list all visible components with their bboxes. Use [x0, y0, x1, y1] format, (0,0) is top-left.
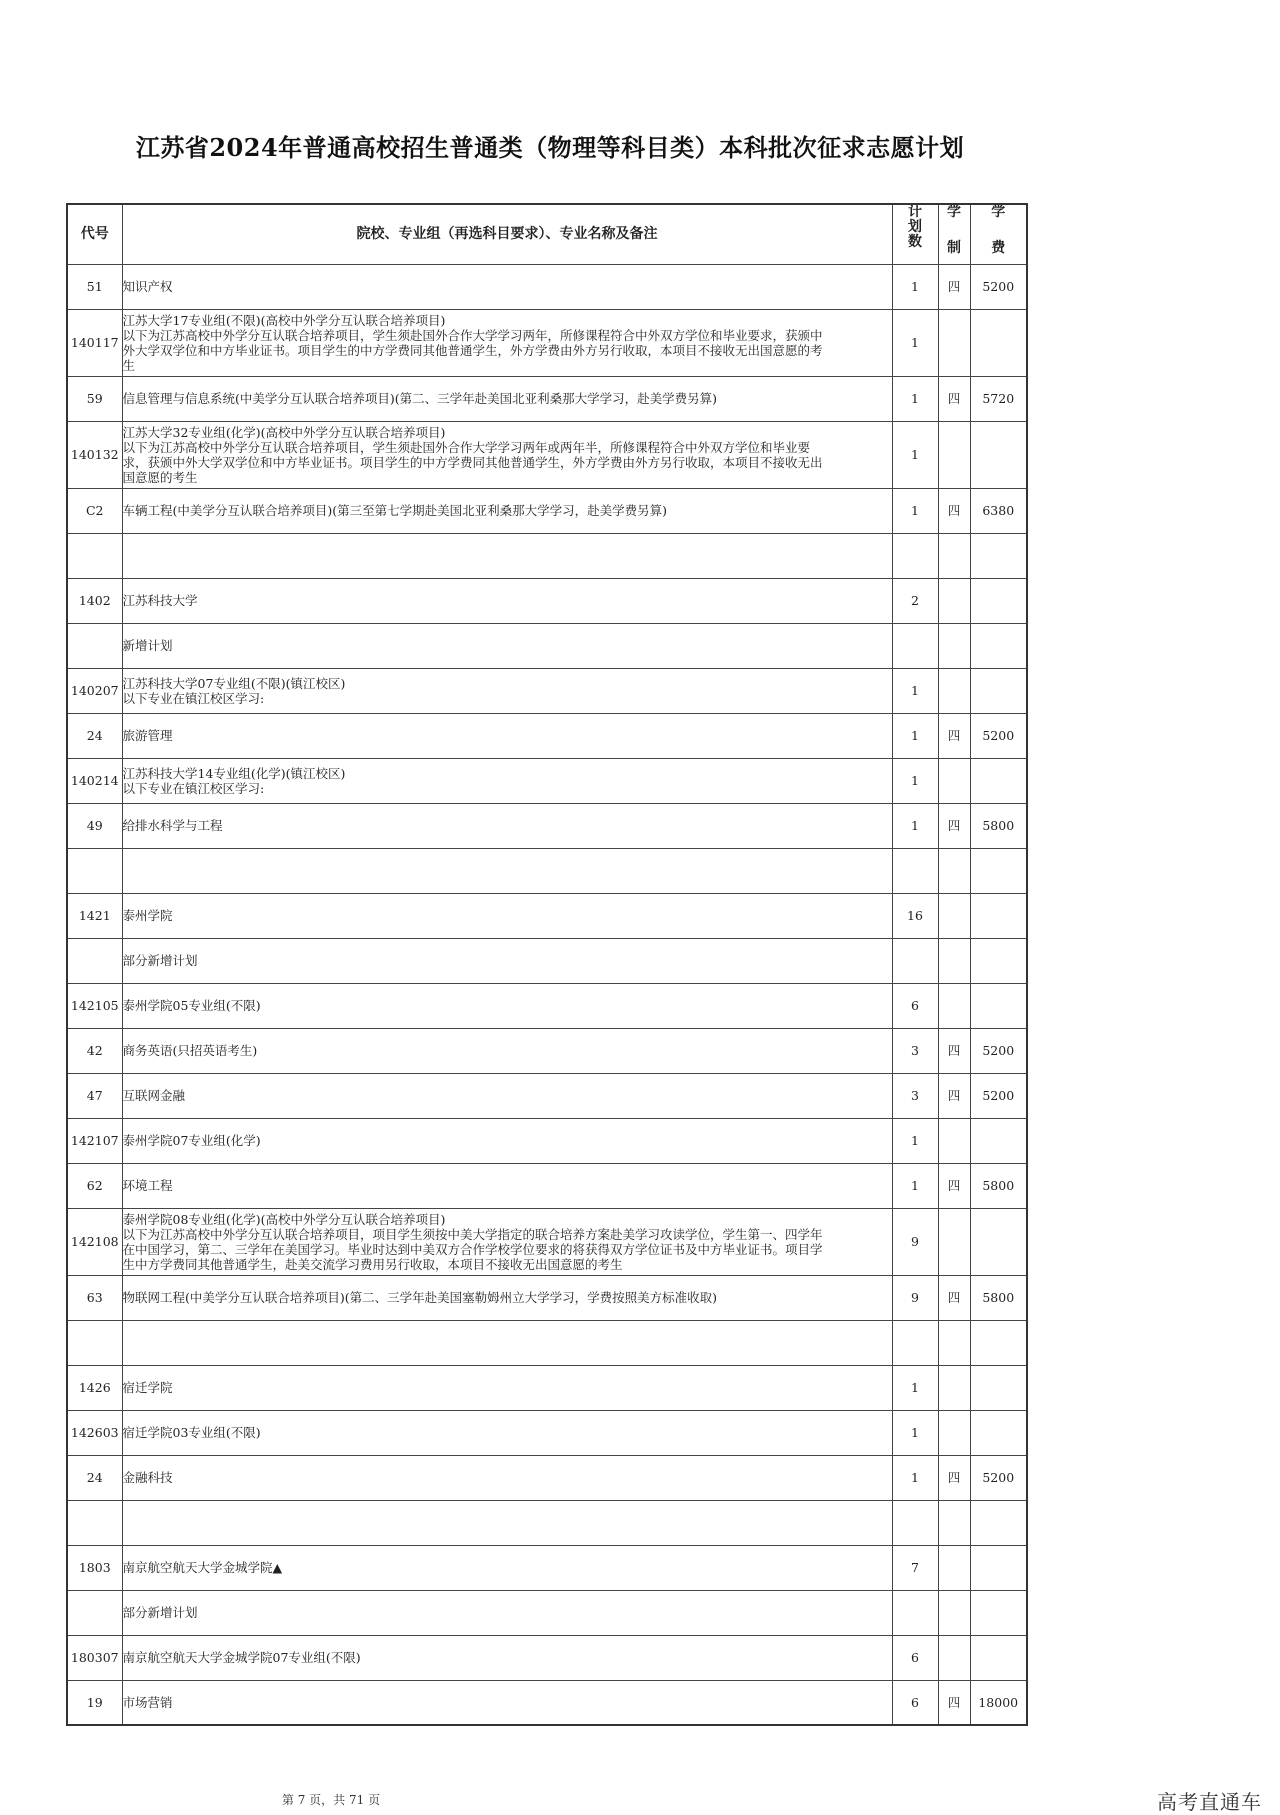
cell-name-line: 以下专业在镇江校区学习:: [122, 780, 265, 796]
cell-code: 49: [67, 803, 122, 848]
table-row: [67, 803, 1027, 848]
table-header-row: [67, 204, 1027, 264]
cell-name-line: 泰州学院08专业组(化学)(高校中外学分互认联合培养项目): [122, 1211, 446, 1227]
table-row: [67, 1410, 1027, 1455]
cell-plan: 1: [892, 1118, 938, 1163]
cell-name-line: 给排水科学与工程: [122, 818, 223, 833]
cell-plan: 3: [892, 1073, 938, 1118]
table-row: [67, 848, 1027, 893]
cell-code: 1426: [67, 1365, 122, 1410]
cell-name-line: 物联网工程(中美学分互认联合培养项目)(第二、三学年赴美国塞勒姆州立大学学习，学费按照美方标准收取): [122, 1290, 718, 1305]
table-row: [67, 488, 1027, 533]
cell-name: [122, 1500, 892, 1545]
cell-code: 47: [67, 1073, 122, 1118]
cell-name-line: 车辆工程(中美学分互认联合培养项目)(第三至第七学期赴美国北亚利桑那大学学习，赴美学费另算): [122, 503, 668, 518]
cell-plan: 16: [892, 893, 938, 938]
cell-name: [122, 938, 892, 983]
cell-name: [122, 1275, 892, 1320]
cell-name-line: 信息管理与信息系统(中美学分互认联合培养项目)(第二、三学年赴美国北亚利桑那大学学习，赴美学费另算): [122, 391, 718, 406]
cell-years: 四: [938, 264, 970, 309]
table-row: [67, 938, 1027, 983]
table-row: [67, 1455, 1027, 1500]
cell-years: [938, 533, 970, 578]
cell-name: [122, 1163, 892, 1208]
cell-code: 140117: [67, 309, 122, 376]
cell-name-line: 新增计划: [122, 638, 173, 653]
cell-code: [67, 1500, 122, 1545]
cell-name-line: 宿迁学院: [122, 1380, 173, 1395]
cell-fee: [970, 1118, 1027, 1163]
cell-name: [122, 983, 892, 1028]
cell-name: [122, 848, 892, 893]
table-row: [67, 1365, 1027, 1410]
cell-fee: 5200: [970, 1073, 1027, 1118]
cell-plan: 3: [892, 1028, 938, 1073]
cell-plan: 1: [892, 421, 938, 488]
cell-fee: 5800: [970, 1163, 1027, 1208]
cell-fee: [970, 623, 1027, 668]
cell-code: 19: [67, 1680, 122, 1725]
cell-name: [122, 1208, 892, 1275]
cell-plan: 1: [892, 264, 938, 309]
cell-name: [122, 1320, 892, 1365]
table-row: [67, 533, 1027, 578]
cell-code: 180307: [67, 1635, 122, 1680]
cell-name-line: 南京航空航天大学金城学院07专业组(不限): [122, 1650, 361, 1665]
cell-name-line: 国意愿的考生: [122, 469, 198, 485]
cell-years: [938, 1365, 970, 1410]
cell-name-line: 以下为江苏高校中外学分互认联合培养项目，学生须赴国外合作大学学习两年，所修课程符合中外双方学位和毕业要求，获颁中: [122, 327, 823, 343]
cell-name: [122, 578, 892, 623]
cell-name: [122, 533, 892, 578]
cell-fee: [970, 533, 1027, 578]
header-fee: [970, 204, 1027, 264]
cell-code: 142107: [67, 1118, 122, 1163]
cell-fee: [970, 1500, 1027, 1545]
cell-fee: [970, 578, 1027, 623]
cell-name-line: 生: [122, 357, 136, 373]
header-years-char: 学: [947, 204, 961, 220]
cell-code: [67, 1590, 122, 1635]
cell-name: [122, 421, 892, 488]
cell-code: 1803: [67, 1545, 122, 1590]
cell-name: [122, 264, 892, 309]
cell-years: [938, 668, 970, 713]
cell-fee: [970, 1410, 1027, 1455]
cell-years: [938, 938, 970, 983]
cell-name-line: 江苏大学32专业组(化学)(高校中外学分互认联合培养项目): [122, 424, 446, 440]
cell-fee: 5200: [970, 713, 1027, 758]
cell-plan: [892, 848, 938, 893]
cell-name: [122, 893, 892, 938]
cell-fee: [970, 668, 1027, 713]
cell-name-line: 金融科技: [122, 1470, 173, 1485]
cell-name: [122, 803, 892, 848]
cell-plan: 6: [892, 1635, 938, 1680]
cell-code: 1421: [67, 893, 122, 938]
cell-fee: 5200: [970, 1028, 1027, 1073]
cell-plan: 1: [892, 1163, 938, 1208]
cell-code: 1402: [67, 578, 122, 623]
cell-years: [938, 848, 970, 893]
header-fee-char: 学: [991, 204, 1006, 220]
table-row: [67, 1208, 1027, 1275]
cell-years: 四: [938, 713, 970, 758]
cell-years: [938, 983, 970, 1028]
cell-plan: [892, 1590, 938, 1635]
cell-name: [122, 1028, 892, 1073]
cell-fee: [970, 1545, 1027, 1590]
cell-name-line: 商务英语(只招英语考生): [122, 1043, 258, 1058]
cell-years: [938, 1545, 970, 1590]
cell-code: 142603: [67, 1410, 122, 1455]
table-row: [67, 623, 1027, 668]
cell-name-line: 市场营销: [122, 1694, 173, 1710]
document-title: 江苏省2024年普通高校招生普通类（物理等科目类）本科批次征求志愿计划: [135, 133, 965, 162]
table-row: [67, 1118, 1027, 1163]
cell-plan: 1: [892, 668, 938, 713]
cell-name-line: 外大学双学位和中方毕业证书。项目学生的中方学费同其他普通学生，外方学费由外方另行收取，本项目不接收无出国意愿的考: [122, 342, 823, 358]
cell-code: 140207: [67, 668, 122, 713]
table-row: [67, 1545, 1027, 1590]
cell-years: [938, 1118, 970, 1163]
cell-plan: 1: [892, 1410, 938, 1455]
cell-plan: [892, 938, 938, 983]
table-row: [67, 668, 1027, 713]
cell-code: 62: [67, 1163, 122, 1208]
table-row: [67, 309, 1027, 376]
cell-fee: [970, 758, 1027, 803]
cell-name: [122, 1365, 892, 1410]
cell-plan: [892, 1320, 938, 1365]
cell-fee: 5800: [970, 803, 1027, 848]
cell-name-line: 部分新增计划: [122, 1605, 198, 1620]
cell-name: [122, 623, 892, 668]
cell-name: [122, 1545, 892, 1590]
header-plan-char: 计: [908, 204, 922, 220]
cell-name: [122, 376, 892, 421]
cell-name: [122, 1410, 892, 1455]
header-plan-char: 数: [908, 234, 922, 250]
header-plan: [892, 204, 938, 264]
table-row: [67, 983, 1027, 1028]
cell-years: [938, 1500, 970, 1545]
header-name: 院校、专业组（再选科目要求）、专业名称及备注: [122, 204, 892, 264]
cell-years: 四: [938, 803, 970, 848]
cell-years: 四: [938, 488, 970, 533]
watermark-logo: 高考直通车: [1157, 1790, 1262, 1814]
table-row: [67, 1590, 1027, 1635]
cell-fee: [970, 848, 1027, 893]
cell-plan: [892, 533, 938, 578]
cell-plan: 1: [892, 488, 938, 533]
cell-name: [122, 1073, 892, 1118]
header-years: [938, 204, 970, 264]
cell-fee: [970, 1208, 1027, 1275]
admission-plan-table: [66, 203, 1028, 1726]
cell-name-line: 江苏科技大学14专业组(化学)(镇江校区): [122, 765, 346, 781]
table-row: [67, 758, 1027, 803]
cell-name-line: 以下为江苏高校中外学分互认联合培养项目，学生须赴国外合作大学学习两年或两年半，所修课程符合中外双方学位和毕业要: [122, 439, 811, 455]
header-years-char: 制: [947, 240, 961, 256]
cell-fee: [970, 893, 1027, 938]
header-fee-char: 费: [991, 240, 1006, 256]
table-body: [67, 264, 1027, 1725]
cell-years: [938, 1320, 970, 1365]
table-row: [67, 264, 1027, 309]
cell-fee: 5200: [970, 264, 1027, 309]
table-row: [67, 421, 1027, 488]
cell-code: 140214: [67, 758, 122, 803]
cell-name: [122, 668, 892, 713]
table-row: [67, 578, 1027, 623]
cell-name: [122, 1590, 892, 1635]
cell-years: 四: [938, 1680, 970, 1725]
cell-name: [122, 1118, 892, 1163]
cell-code: 42: [67, 1028, 122, 1073]
table-row: [67, 1275, 1027, 1320]
cell-plan: 1: [892, 1365, 938, 1410]
table-row: [67, 1500, 1027, 1545]
cell-name-line: 部分新增计划: [122, 953, 198, 968]
table-row: [67, 376, 1027, 421]
cell-name-line: 泰州学院07专业组(化学): [122, 1133, 261, 1148]
cell-name-line: 环境工程: [122, 1178, 173, 1193]
cell-years: 四: [938, 1275, 970, 1320]
cell-plan: 6: [892, 983, 938, 1028]
cell-name: [122, 1635, 892, 1680]
cell-years: [938, 1635, 970, 1680]
cell-years: 四: [938, 1455, 970, 1500]
table-row: [67, 1680, 1027, 1725]
cell-name-line: 江苏大学17专业组(不限)(高校中外学分互认联合培养项目): [122, 312, 446, 328]
table-row: [67, 1073, 1027, 1118]
cell-name: [122, 1455, 892, 1500]
cell-code: 24: [67, 713, 122, 758]
cell-name-line: 宿迁学院03专业组(不限): [122, 1425, 261, 1440]
cell-fee: [970, 1590, 1027, 1635]
cell-code: 51: [67, 264, 122, 309]
cell-plan: 2: [892, 578, 938, 623]
header-code: 代号: [67, 204, 122, 264]
cell-code: 142108: [67, 1208, 122, 1275]
cell-years: 四: [938, 1028, 970, 1073]
cell-plan: 1: [892, 1455, 938, 1500]
cell-years: [938, 623, 970, 668]
cell-name-line: 在中国学习，第二、三学年在美国学习。毕业时达到中美双方合作学校学位要求的将获得双方学位证书及中方毕业证书。项目学: [122, 1241, 823, 1257]
table-row: [67, 1028, 1027, 1073]
cell-fee: 5720: [970, 376, 1027, 421]
cell-name-line: 生中方学费同其他普通学生，赴美交流学习费用另行收取，本项目不接收无出国意愿的考生: [122, 1256, 623, 1272]
page-number: 第 7 页，共 71 页: [281, 1793, 381, 1807]
cell-years: [938, 758, 970, 803]
cell-plan: 7: [892, 1545, 938, 1590]
cell-plan: 9: [892, 1208, 938, 1275]
cell-name: [122, 1680, 892, 1725]
cell-plan: 6: [892, 1680, 938, 1725]
cell-code: [67, 848, 122, 893]
cell-fee: 5800: [970, 1275, 1027, 1320]
cell-plan: 1: [892, 803, 938, 848]
cell-name-line: 南京航空航天大学金城学院▲: [122, 1560, 283, 1575]
cell-plan: 9: [892, 1275, 938, 1320]
cell-years: [938, 1590, 970, 1635]
cell-years: 四: [938, 1163, 970, 1208]
cell-fee: 5200: [970, 1455, 1027, 1500]
cell-code: [67, 938, 122, 983]
cell-name-line: 以下为江苏高校中外学分互认联合培养项目，项目学生须按中美大学指定的联合培养方案赴美学习攻读学位，学生第一、四学年: [122, 1226, 823, 1242]
cell-years: [938, 893, 970, 938]
cell-fee: [970, 983, 1027, 1028]
cell-name: [122, 488, 892, 533]
cell-plan: [892, 1500, 938, 1545]
cell-plan: [892, 623, 938, 668]
cell-name: [122, 713, 892, 758]
cell-plan: 1: [892, 309, 938, 376]
header-plan-char: 划: [908, 219, 922, 235]
cell-fee: [970, 1320, 1027, 1365]
cell-fee: 6380: [970, 488, 1027, 533]
cell-fee: [970, 1365, 1027, 1410]
cell-plan: 1: [892, 713, 938, 758]
cell-years: 四: [938, 1073, 970, 1118]
cell-name-line: 互联网金融: [122, 1088, 186, 1103]
cell-years: [938, 1208, 970, 1275]
cell-code: 142105: [67, 983, 122, 1028]
cell-years: [938, 578, 970, 623]
cell-code: 24: [67, 1455, 122, 1500]
cell-fee: [970, 938, 1027, 983]
table-row: [67, 713, 1027, 758]
cell-plan: 1: [892, 758, 938, 803]
table-row: [67, 1163, 1027, 1208]
cell-years: 四: [938, 376, 970, 421]
cell-code: 140132: [67, 421, 122, 488]
cell-name-line: 以下专业在镇江校区学习:: [122, 690, 265, 706]
cell-fee: 18000: [970, 1680, 1027, 1725]
cell-name-line: 泰州学院: [122, 908, 173, 923]
cell-plan: 1: [892, 376, 938, 421]
cell-fee: [970, 421, 1027, 488]
table-row: [67, 893, 1027, 938]
table-row: [67, 1320, 1027, 1365]
cell-code: 63: [67, 1275, 122, 1320]
cell-name-line: 江苏科技大学07专业组(不限)(镇江校区): [122, 675, 346, 691]
cell-name-line: 知识产权: [122, 279, 173, 294]
cell-name: [122, 758, 892, 803]
cell-name-line: 泰州学院05专业组(不限): [122, 998, 261, 1013]
cell-code: C2: [67, 488, 122, 533]
table-row: [67, 1635, 1027, 1680]
cell-name-line: 江苏科技大学: [122, 593, 198, 608]
cell-fee: [970, 309, 1027, 376]
cell-code: [67, 623, 122, 668]
cell-code: [67, 1320, 122, 1365]
cell-years: [938, 1410, 970, 1455]
cell-years: [938, 421, 970, 488]
cell-code: [67, 533, 122, 578]
cell-fee: [970, 1635, 1027, 1680]
cell-name: [122, 309, 892, 376]
cell-code: 59: [67, 376, 122, 421]
cell-name-line: 求，获颁中外大学双学位和中方毕业证书。项目学生的中方学费同其他普通学生，外方学费由外方另行收取，本项目不接收无出: [122, 454, 823, 470]
cell-name-line: 旅游管理: [122, 728, 173, 743]
cell-years: [938, 309, 970, 376]
